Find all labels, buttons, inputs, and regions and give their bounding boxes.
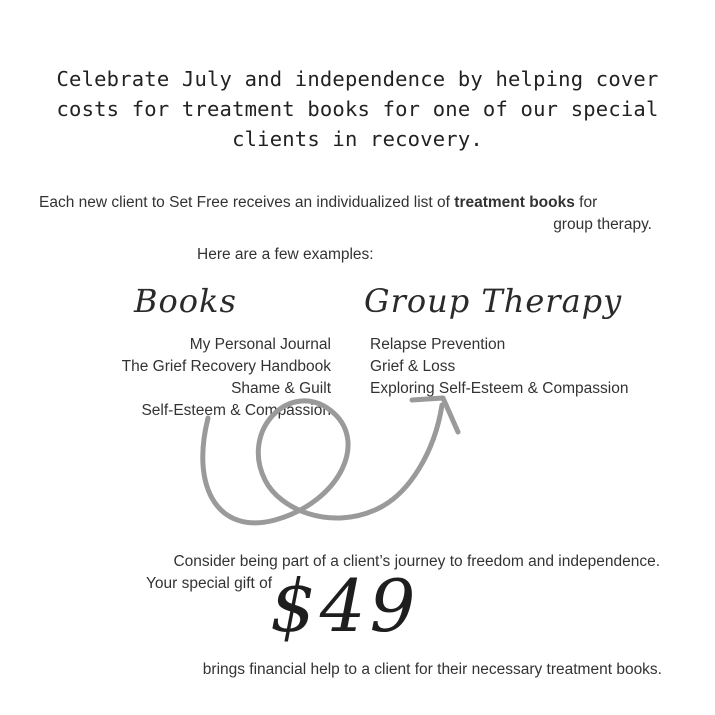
loop-arrow-icon [180, 370, 480, 550]
list-item: Exploring Self-Esteem & Compassion [370, 380, 629, 397]
books-heading: Books [134, 282, 237, 320]
headline-line-1: Celebrate July and independence by helping cover [56, 67, 659, 91]
list-item: Grief & Loss [370, 358, 456, 375]
gift-amount: $49 [270, 564, 420, 648]
headline [20, 64, 695, 154]
intro-line-1 [30, 192, 652, 214]
list-item: Shame & Guilt [231, 380, 331, 397]
intro-paragraph [30, 192, 652, 236]
headline-line-2: costs for treatment books for one of our special [56, 97, 659, 121]
intro-line-2: group therapy. [553, 216, 652, 233]
list-item: My Personal Journal [189, 336, 331, 353]
headline-line-3: clients in recovery. [232, 127, 483, 151]
intro-bold-text: treatment books [454, 194, 575, 211]
gift-prefix: Your special gift of [146, 575, 273, 592]
list-item: Relapse Prevention [370, 336, 506, 353]
group-therapy-heading: Group Therapy [364, 282, 623, 320]
brings-text: brings financial help to a client for their necessary treatment books. [202, 661, 662, 678]
list-item: Self-Esteem & Compassion [141, 402, 331, 419]
list-item: The Grief Recovery Handbook [121, 358, 331, 375]
consider-text: Consider being part of a client’s journey to freedom and independence. [173, 553, 660, 570]
intro-text-before: Each new client to Set Free receives an individualized list of [39, 194, 455, 211]
examples-label: Here are a few examples: [197, 246, 374, 263]
intro-text-after: for [574, 194, 598, 211]
